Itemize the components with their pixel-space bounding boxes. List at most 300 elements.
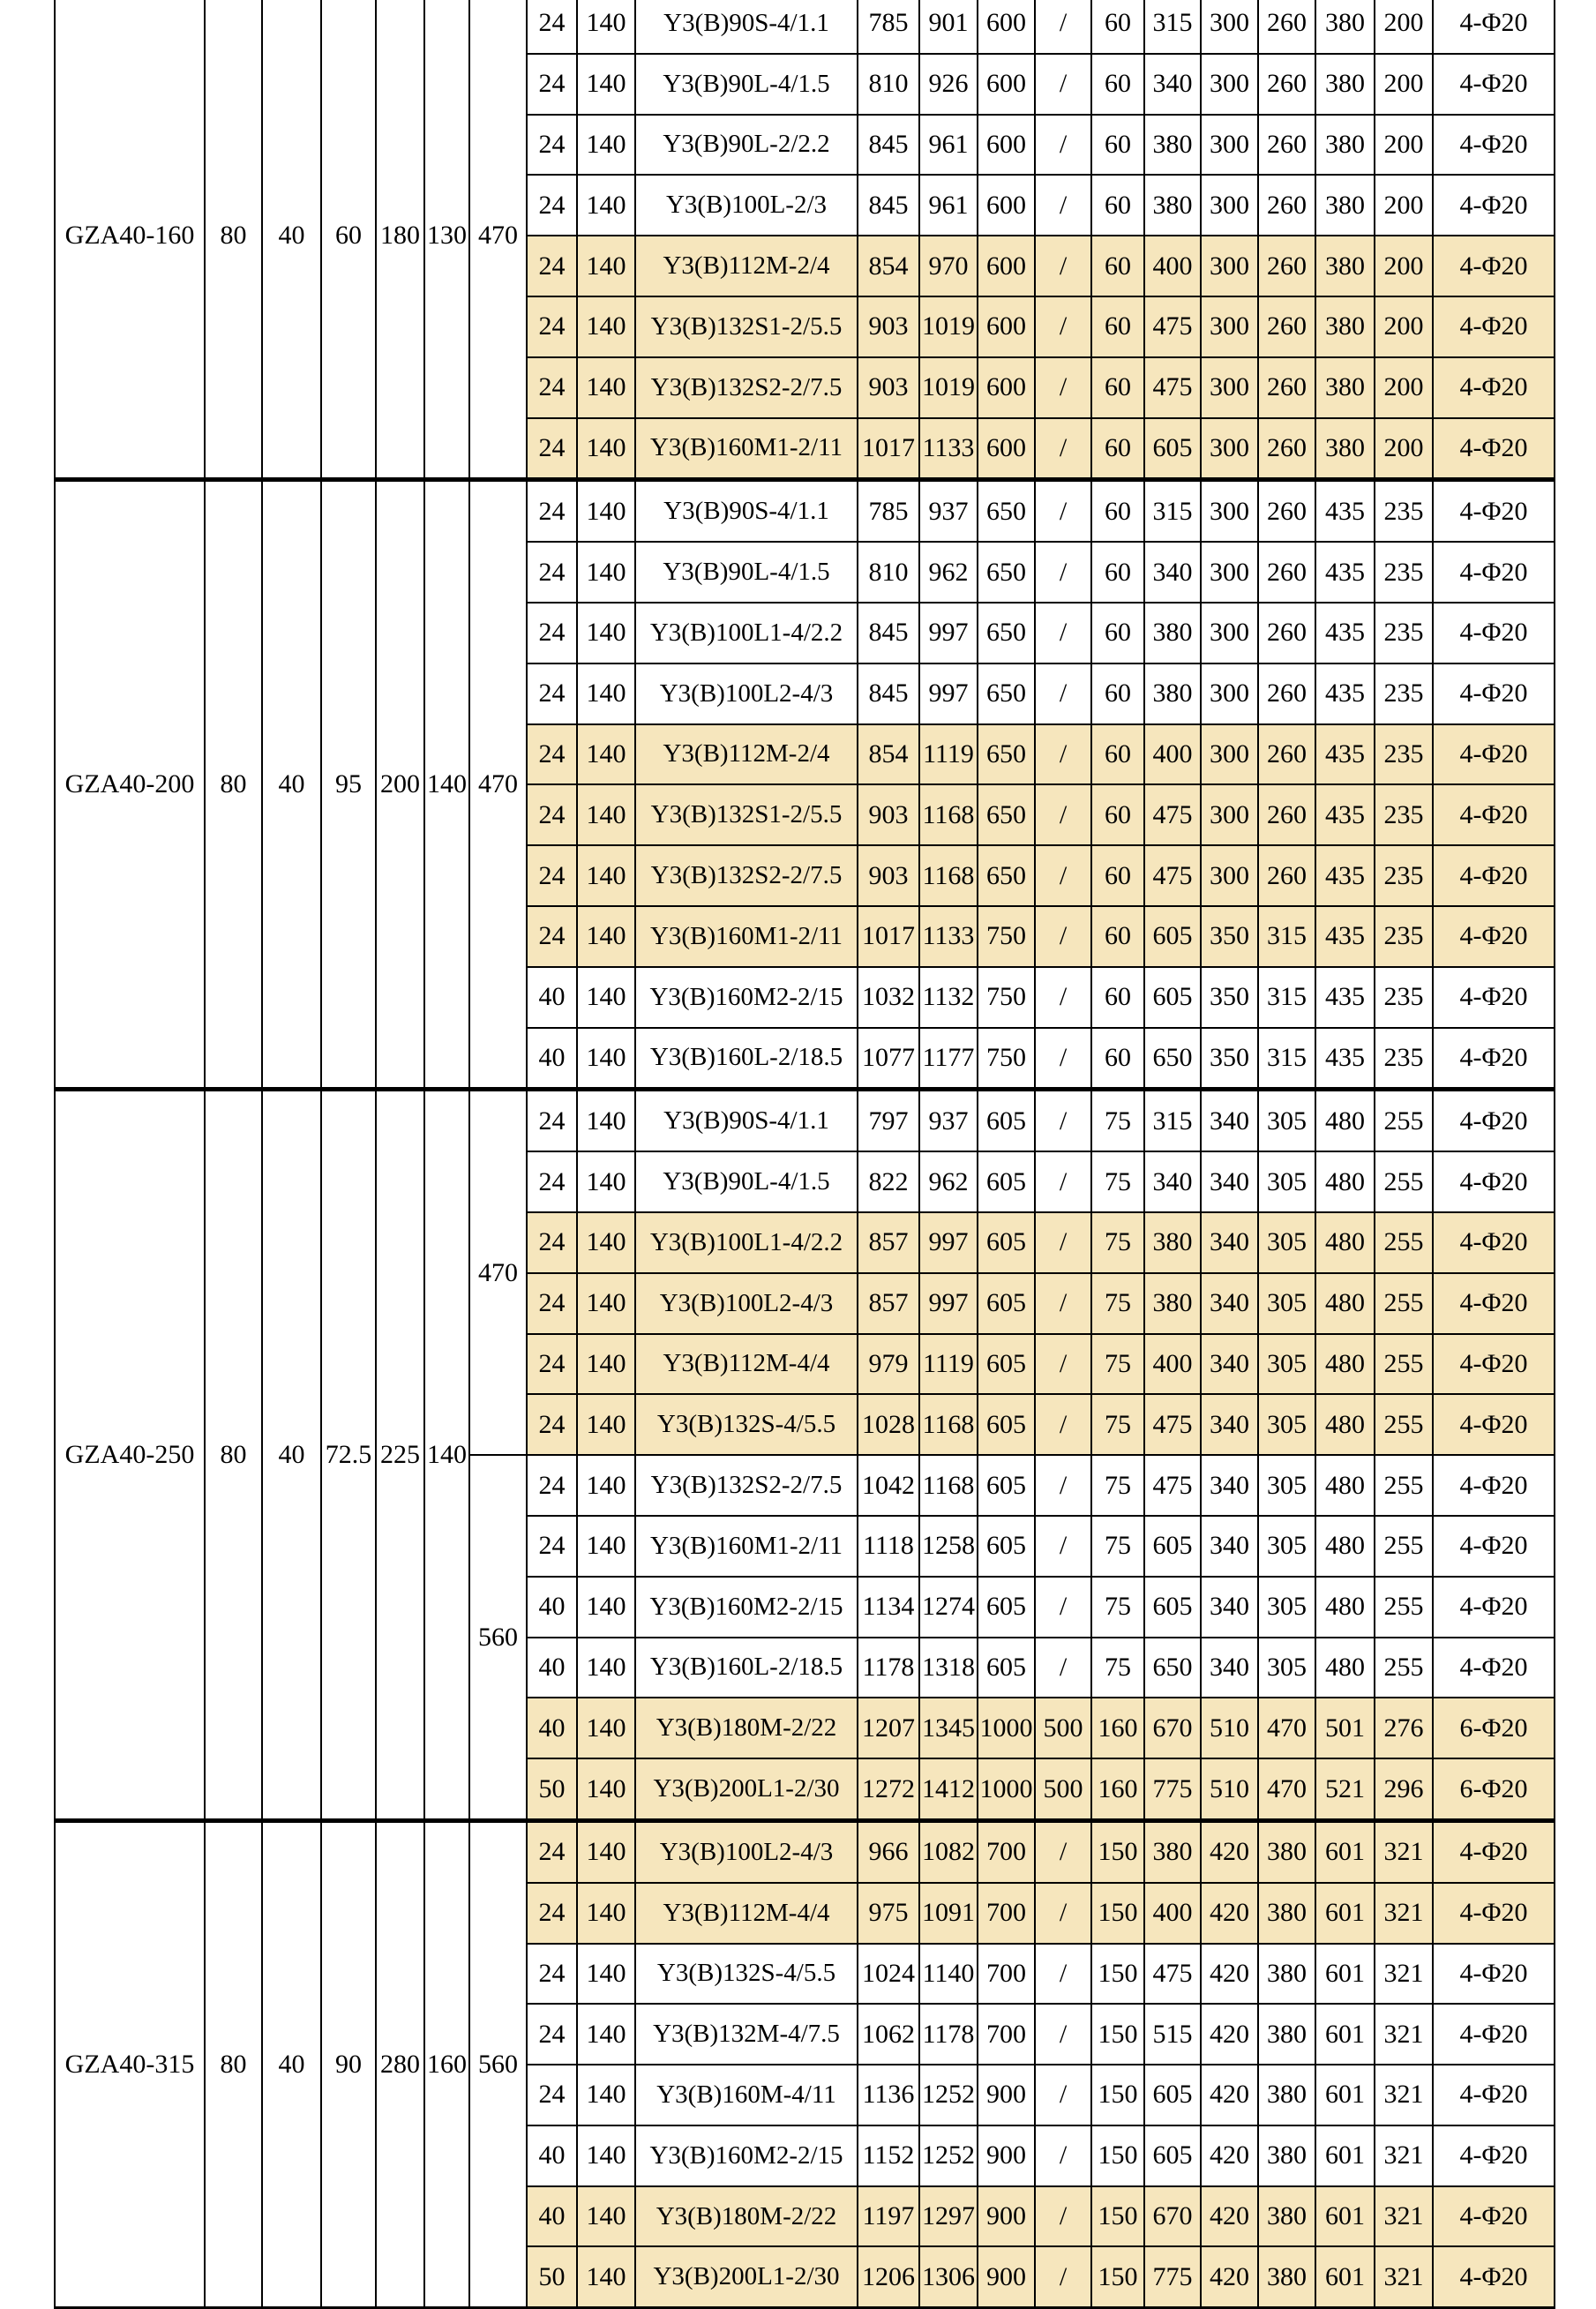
data-cell: / bbox=[1035, 2125, 1091, 2186]
data-cell: / bbox=[1035, 663, 1091, 724]
data-cell: 900 bbox=[978, 2186, 1035, 2247]
data-cell: 1091 bbox=[919, 1883, 978, 1944]
data-cell: 255 bbox=[1375, 1577, 1433, 1638]
data-cell: 321 bbox=[1375, 2246, 1433, 2307]
data-cell: 140 bbox=[577, 175, 635, 236]
data-cell: 305 bbox=[1258, 1273, 1315, 1334]
data-cell: 140 bbox=[577, 845, 635, 906]
data-cell: 420 bbox=[1201, 2246, 1258, 2307]
data-cell: / bbox=[1035, 1944, 1091, 2005]
data-cell: / bbox=[1035, 845, 1091, 906]
data-cell: 4-Φ20 bbox=[1433, 1273, 1555, 1334]
data-cell: 650 bbox=[978, 480, 1035, 542]
data-cell: 4-Φ20 bbox=[1433, 845, 1555, 906]
data-cell: 605 bbox=[1144, 967, 1201, 1028]
data-cell: 200 bbox=[1375, 175, 1433, 236]
data-cell: 605 bbox=[978, 1516, 1035, 1577]
data-cell: / bbox=[1035, 1820, 1091, 1882]
data-cell: 605 bbox=[1144, 1577, 1201, 1638]
data-cell: 601 bbox=[1315, 2004, 1375, 2065]
data-cell: 140 bbox=[577, 2186, 635, 2247]
data-cell: 60 bbox=[1091, 236, 1144, 296]
data-cell: 480 bbox=[1315, 1516, 1375, 1577]
data-cell: 4-Φ20 bbox=[1433, 2186, 1555, 2247]
data-cell: 475 bbox=[1144, 357, 1201, 418]
data-cell: 1062 bbox=[858, 2004, 919, 2065]
data-cell: 380 bbox=[1258, 1883, 1315, 1944]
data-cell: 24 bbox=[527, 175, 577, 236]
data-cell: 60 bbox=[1091, 480, 1144, 542]
data-cell: 601 bbox=[1315, 1820, 1375, 1882]
motor-model-cell: Y3(B)132S1-2/5.5 bbox=[635, 784, 858, 845]
table-row bbox=[55, 1820, 1555, 1882]
data-cell: 600 bbox=[978, 236, 1035, 296]
data-cell: 235 bbox=[1375, 845, 1433, 906]
data-cell: 300 bbox=[1201, 418, 1258, 480]
data-cell: 150 bbox=[1091, 1944, 1144, 2005]
data-cell: 24 bbox=[527, 784, 577, 845]
data-cell: 500 bbox=[1035, 1698, 1091, 1758]
data-cell: 650 bbox=[978, 663, 1035, 724]
data-cell: 1412 bbox=[919, 1758, 978, 1820]
data-cell: 1168 bbox=[919, 1455, 978, 1516]
data-cell: 200 bbox=[1375, 0, 1433, 54]
data-cell: 1318 bbox=[919, 1638, 978, 1698]
data-cell: 600 bbox=[978, 54, 1035, 115]
data-cell: 315 bbox=[1144, 1090, 1201, 1151]
motor-model-cell: Y3(B)112M-4/4 bbox=[635, 1334, 858, 1395]
data-cell: 300 bbox=[1201, 603, 1258, 663]
data-cell: 235 bbox=[1375, 480, 1433, 542]
data-cell: 997 bbox=[919, 603, 978, 663]
data-cell: 60 bbox=[1091, 542, 1144, 603]
data-cell: 4-Φ20 bbox=[1433, 542, 1555, 603]
data-cell: 435 bbox=[1315, 967, 1375, 1028]
data-cell: 340 bbox=[1201, 1334, 1258, 1395]
data-cell: 260 bbox=[1258, 480, 1315, 542]
data-cell: 24 bbox=[527, 906, 577, 967]
data-cell: 650 bbox=[1144, 1028, 1201, 1090]
motor-model-cell: Y3(B)160M1-2/11 bbox=[635, 906, 858, 967]
data-cell: 4-Φ20 bbox=[1433, 1090, 1555, 1151]
data-cell: 24 bbox=[527, 1090, 577, 1151]
data-cell: 810 bbox=[858, 54, 919, 115]
data-cell: 305 bbox=[1258, 1090, 1315, 1151]
motor-model-cell: Y3(B)100L2-4/3 bbox=[635, 1820, 858, 1882]
data-cell: 1168 bbox=[919, 784, 978, 845]
data-cell: 903 bbox=[858, 784, 919, 845]
data-cell: 321 bbox=[1375, 2004, 1433, 2065]
data-cell: 420 bbox=[1201, 2004, 1258, 2065]
data-cell: 605 bbox=[978, 1151, 1035, 1212]
data-cell: 1297 bbox=[919, 2186, 978, 2247]
data-cell: 140 bbox=[577, 603, 635, 663]
data-cell: 380 bbox=[1144, 1273, 1201, 1334]
data-cell: 60 bbox=[1091, 906, 1144, 967]
motor-model-cell: Y3(B)160M-4/11 bbox=[635, 2065, 858, 2125]
motor-model-cell: Y3(B)132M-4/7.5 bbox=[635, 2004, 858, 2065]
data-cell: 650 bbox=[978, 784, 1035, 845]
data-cell: 1345 bbox=[919, 1698, 978, 1758]
data-cell: 1132 bbox=[919, 967, 978, 1028]
data-cell: 140 bbox=[577, 1516, 635, 1577]
data-cell: 140 bbox=[577, 1883, 635, 1944]
data-cell: 435 bbox=[1315, 663, 1375, 724]
data-cell: 670 bbox=[1144, 2186, 1201, 2247]
data-cell: 1019 bbox=[919, 296, 978, 357]
data-cell: 650 bbox=[978, 724, 1035, 785]
data-cell: 321 bbox=[1375, 1820, 1433, 1882]
data-cell: / bbox=[1035, 175, 1091, 236]
data-cell: 60 bbox=[1091, 296, 1144, 357]
data-cell: 380 bbox=[1144, 1820, 1201, 1882]
data-cell: 235 bbox=[1375, 603, 1433, 663]
data-cell: 140 bbox=[577, 2065, 635, 2125]
spec-cell: 560 bbox=[469, 1455, 527, 1820]
data-cell: 1168 bbox=[919, 1394, 978, 1455]
data-cell: 937 bbox=[919, 1090, 978, 1151]
data-cell: 470 bbox=[1258, 1758, 1315, 1820]
data-cell: 900 bbox=[978, 2246, 1035, 2307]
motor-model-cell: Y3(B)112M-2/4 bbox=[635, 236, 858, 296]
data-cell: 60 bbox=[1091, 418, 1144, 480]
data-cell: 4-Φ20 bbox=[1433, 357, 1555, 418]
data-cell: 260 bbox=[1258, 54, 1315, 115]
data-cell: 435 bbox=[1315, 784, 1375, 845]
data-cell: 140 bbox=[577, 1820, 635, 1882]
data-cell: 480 bbox=[1315, 1334, 1375, 1395]
data-cell: 420 bbox=[1201, 2186, 1258, 2247]
data-cell: 900 bbox=[978, 2065, 1035, 2125]
data-cell: 966 bbox=[858, 1820, 919, 1882]
motor-model-cell: Y3(B)160M1-2/11 bbox=[635, 1516, 858, 1577]
data-cell: 605 bbox=[1144, 418, 1201, 480]
data-cell: 435 bbox=[1315, 845, 1375, 906]
spec-cell: 280 bbox=[376, 1820, 424, 2307]
motor-model-cell: Y3(B)160M2-2/15 bbox=[635, 2125, 858, 2186]
data-cell: 24 bbox=[527, 418, 577, 480]
data-cell: 300 bbox=[1201, 845, 1258, 906]
data-cell: 4-Φ20 bbox=[1433, 2065, 1555, 2125]
data-cell: 480 bbox=[1315, 1151, 1375, 1212]
data-cell: 1028 bbox=[858, 1394, 919, 1455]
model-cell: GZA40-200 bbox=[55, 480, 205, 1090]
data-cell: 601 bbox=[1315, 2246, 1375, 2307]
data-cell: 845 bbox=[858, 603, 919, 663]
data-cell: 903 bbox=[858, 845, 919, 906]
data-cell: 4-Φ20 bbox=[1433, 1334, 1555, 1395]
data-cell: 24 bbox=[527, 1516, 577, 1577]
data-cell: / bbox=[1035, 2246, 1091, 2307]
data-cell: 380 bbox=[1258, 2125, 1315, 2186]
data-cell: / bbox=[1035, 542, 1091, 603]
data-cell: 300 bbox=[1201, 236, 1258, 296]
data-cell: 140 bbox=[577, 1334, 635, 1395]
data-cell: 140 bbox=[577, 542, 635, 603]
data-cell: 854 bbox=[858, 724, 919, 785]
data-cell: 435 bbox=[1315, 603, 1375, 663]
data-cell: / bbox=[1035, 1883, 1091, 1944]
motor-model-cell: Y3(B)112M-4/4 bbox=[635, 1883, 858, 1944]
data-cell: 4-Φ20 bbox=[1433, 2125, 1555, 2186]
data-cell: 650 bbox=[1144, 1638, 1201, 1698]
data-cell: 255 bbox=[1375, 1151, 1433, 1212]
data-cell: 300 bbox=[1201, 54, 1258, 115]
data-cell: 340 bbox=[1201, 1090, 1258, 1151]
data-cell: 150 bbox=[1091, 1820, 1144, 1882]
data-cell: 4-Φ20 bbox=[1433, 1883, 1555, 1944]
data-cell: 480 bbox=[1315, 1455, 1375, 1516]
data-cell: 810 bbox=[858, 542, 919, 603]
data-cell: 1136 bbox=[858, 2065, 919, 2125]
data-cell: / bbox=[1035, 1273, 1091, 1334]
data-cell: 255 bbox=[1375, 1273, 1433, 1334]
data-cell: 979 bbox=[858, 1334, 919, 1395]
spec-cell: 72.5 bbox=[321, 1090, 376, 1821]
data-cell: 4-Φ20 bbox=[1433, 1638, 1555, 1698]
data-cell: 480 bbox=[1315, 1577, 1375, 1638]
data-cell: 140 bbox=[577, 2125, 635, 2186]
data-cell: 1042 bbox=[858, 1455, 919, 1516]
data-cell: 1207 bbox=[858, 1698, 919, 1758]
data-cell: 997 bbox=[919, 1273, 978, 1334]
data-cell: 305 bbox=[1258, 1212, 1315, 1273]
spec-cell: 60 bbox=[321, 0, 376, 480]
data-cell: 140 bbox=[577, 1944, 635, 2005]
motor-model-cell: Y3(B)90S-4/1.1 bbox=[635, 0, 858, 54]
data-cell: 4-Φ20 bbox=[1433, 724, 1555, 785]
data-cell: 435 bbox=[1315, 480, 1375, 542]
data-cell: 300 bbox=[1201, 784, 1258, 845]
data-cell: 140 bbox=[577, 236, 635, 296]
data-cell: 601 bbox=[1315, 1883, 1375, 1944]
data-cell: 305 bbox=[1258, 1151, 1315, 1212]
data-cell: 60 bbox=[1091, 115, 1144, 176]
data-cell: 200 bbox=[1375, 296, 1433, 357]
data-cell: 50 bbox=[527, 1758, 577, 1820]
data-cell: 260 bbox=[1258, 542, 1315, 603]
data-cell: 380 bbox=[1315, 115, 1375, 176]
data-cell: 380 bbox=[1315, 296, 1375, 357]
data-cell: 601 bbox=[1315, 2125, 1375, 2186]
data-cell: 255 bbox=[1375, 1212, 1433, 1273]
data-cell: 4-Φ20 bbox=[1433, 418, 1555, 480]
data-cell: 750 bbox=[978, 906, 1035, 967]
data-cell: 340 bbox=[1201, 1577, 1258, 1638]
spec-cell: 40 bbox=[262, 1820, 321, 2307]
data-cell: 961 bbox=[919, 175, 978, 236]
spec-cell: 140 bbox=[424, 1090, 469, 1821]
data-cell: 1019 bbox=[919, 357, 978, 418]
data-cell: 235 bbox=[1375, 784, 1433, 845]
data-cell: 435 bbox=[1315, 724, 1375, 785]
data-cell: 515 bbox=[1144, 2004, 1201, 2065]
motor-model-cell: Y3(B)100L1-4/2.2 bbox=[635, 603, 858, 663]
data-cell: 140 bbox=[577, 1577, 635, 1638]
data-cell: 160 bbox=[1091, 1758, 1144, 1820]
data-cell: 24 bbox=[527, 236, 577, 296]
data-cell: 255 bbox=[1375, 1516, 1433, 1577]
data-cell: 475 bbox=[1144, 1944, 1201, 2005]
data-cell: 970 bbox=[919, 236, 978, 296]
data-cell: 775 bbox=[1144, 2246, 1201, 2307]
data-cell: 300 bbox=[1201, 542, 1258, 603]
data-cell: / bbox=[1035, 1028, 1091, 1090]
data-cell: 4-Φ20 bbox=[1433, 0, 1555, 54]
data-cell: 4-Φ20 bbox=[1433, 1577, 1555, 1638]
data-cell: 340 bbox=[1144, 54, 1201, 115]
data-cell: 4-Φ20 bbox=[1433, 296, 1555, 357]
data-cell: 903 bbox=[858, 357, 919, 418]
data-cell: 854 bbox=[858, 236, 919, 296]
data-cell: 150 bbox=[1091, 1883, 1144, 1944]
data-cell: 380 bbox=[1258, 2246, 1315, 2307]
data-cell: 1274 bbox=[919, 1577, 978, 1638]
data-cell: 420 bbox=[1201, 1883, 1258, 1944]
data-cell: 350 bbox=[1201, 967, 1258, 1028]
data-cell: / bbox=[1035, 0, 1091, 54]
data-cell: 962 bbox=[919, 542, 978, 603]
data-cell: 1133 bbox=[919, 906, 978, 967]
data-cell: 797 bbox=[858, 1090, 919, 1151]
data-cell: 315 bbox=[1258, 1028, 1315, 1090]
spec-cell: 95 bbox=[321, 480, 376, 1090]
data-cell: 140 bbox=[577, 54, 635, 115]
motor-model-cell: Y3(B)160M1-2/11 bbox=[635, 418, 858, 480]
data-cell: 40 bbox=[527, 1638, 577, 1698]
data-cell: 605 bbox=[978, 1455, 1035, 1516]
data-cell: / bbox=[1035, 236, 1091, 296]
data-cell: 24 bbox=[527, 2065, 577, 2125]
data-cell: 605 bbox=[978, 1273, 1035, 1334]
spec-cell: 40 bbox=[262, 1090, 321, 1821]
data-cell: 150 bbox=[1091, 2246, 1144, 2307]
data-cell: 24 bbox=[527, 54, 577, 115]
data-cell: 340 bbox=[1201, 1273, 1258, 1334]
data-cell: 260 bbox=[1258, 724, 1315, 785]
data-cell: 305 bbox=[1258, 1577, 1315, 1638]
data-cell: 605 bbox=[978, 1577, 1035, 1638]
data-cell: 140 bbox=[577, 1028, 635, 1090]
data-cell: 400 bbox=[1144, 1883, 1201, 1944]
motor-model-cell: Y3(B)160M2-2/15 bbox=[635, 967, 858, 1028]
data-cell: 521 bbox=[1315, 1758, 1375, 1820]
motor-model-cell: Y3(B)160M2-2/15 bbox=[635, 1577, 858, 1638]
data-cell: 321 bbox=[1375, 2125, 1433, 2186]
motor-model-cell: Y3(B)132S1-2/5.5 bbox=[635, 296, 858, 357]
data-cell: 321 bbox=[1375, 2065, 1433, 2125]
data-cell: 300 bbox=[1201, 357, 1258, 418]
data-cell: 255 bbox=[1375, 1394, 1433, 1455]
data-cell: 901 bbox=[919, 0, 978, 54]
spec-cell: 160 bbox=[424, 1820, 469, 2307]
data-cell: / bbox=[1035, 1638, 1091, 1698]
model-cell: GZA40-315 bbox=[55, 1820, 205, 2307]
data-cell: 600 bbox=[978, 296, 1035, 357]
data-cell: 4-Φ20 bbox=[1433, 1394, 1555, 1455]
data-cell: 315 bbox=[1258, 906, 1315, 967]
data-cell: 501 bbox=[1315, 1698, 1375, 1758]
motor-model-cell: Y3(B)132S-4/5.5 bbox=[635, 1944, 858, 2005]
data-cell: 340 bbox=[1144, 1151, 1201, 1212]
data-cell: 60 bbox=[1091, 603, 1144, 663]
data-cell: 255 bbox=[1375, 1638, 1433, 1698]
data-cell: / bbox=[1035, 1334, 1091, 1395]
data-cell: / bbox=[1035, 480, 1091, 542]
data-cell: 260 bbox=[1258, 236, 1315, 296]
data-cell: / bbox=[1035, 906, 1091, 967]
data-cell: 140 bbox=[577, 2004, 635, 2065]
data-cell: 260 bbox=[1258, 175, 1315, 236]
data-cell: 140 bbox=[577, 1394, 635, 1455]
data-cell: 600 bbox=[978, 357, 1035, 418]
data-cell: 75 bbox=[1091, 1090, 1144, 1151]
data-cell: 380 bbox=[1315, 418, 1375, 480]
data-cell: 24 bbox=[527, 663, 577, 724]
spec-cell: 470 bbox=[469, 1090, 527, 1455]
data-cell: 650 bbox=[978, 845, 1035, 906]
data-cell: 300 bbox=[1201, 480, 1258, 542]
data-cell: 1032 bbox=[858, 967, 919, 1028]
data-cell: 380 bbox=[1144, 663, 1201, 724]
data-cell: 4-Φ20 bbox=[1433, 2246, 1555, 2307]
data-cell: 40 bbox=[527, 1698, 577, 1758]
data-cell: 60 bbox=[1091, 845, 1144, 906]
data-cell: 24 bbox=[527, 1944, 577, 2005]
data-cell: 75 bbox=[1091, 1577, 1144, 1638]
data-cell: 140 bbox=[577, 0, 635, 54]
data-cell: 600 bbox=[978, 418, 1035, 480]
data-cell: 340 bbox=[1201, 1212, 1258, 1273]
model-cell: GZA40-160 bbox=[55, 0, 205, 480]
data-cell: 700 bbox=[978, 2004, 1035, 2065]
data-cell: 200 bbox=[1375, 236, 1433, 296]
spec-cell: 130 bbox=[424, 0, 469, 480]
spec-table-body bbox=[55, 0, 1555, 2308]
motor-model-cell: Y3(B)90L-4/1.5 bbox=[635, 1151, 858, 1212]
data-cell: 1077 bbox=[858, 1028, 919, 1090]
data-cell: 140 bbox=[577, 480, 635, 542]
data-cell: 75 bbox=[1091, 1516, 1144, 1577]
data-cell: 1133 bbox=[919, 418, 978, 480]
spec-cell: 560 bbox=[469, 1820, 527, 2307]
data-cell: 845 bbox=[858, 175, 919, 236]
motor-model-cell: Y3(B)200L1-2/30 bbox=[635, 2246, 858, 2307]
data-cell: 260 bbox=[1258, 296, 1315, 357]
data-cell: 605 bbox=[978, 1394, 1035, 1455]
data-cell: / bbox=[1035, 603, 1091, 663]
data-cell: 475 bbox=[1144, 1394, 1201, 1455]
data-cell: 670 bbox=[1144, 1698, 1201, 1758]
data-cell: 24 bbox=[527, 1883, 577, 1944]
data-cell: 235 bbox=[1375, 724, 1433, 785]
data-cell: 845 bbox=[858, 115, 919, 176]
data-cell: 775 bbox=[1144, 1758, 1201, 1820]
data-cell: 903 bbox=[858, 296, 919, 357]
spec-cell: 80 bbox=[205, 0, 262, 480]
spec-cell: 90 bbox=[321, 1820, 376, 2307]
data-cell: 1119 bbox=[919, 724, 978, 785]
spec-table bbox=[54, 0, 1555, 2309]
data-cell: 140 bbox=[577, 1273, 635, 1334]
data-cell: 1140 bbox=[919, 1944, 978, 2005]
data-cell: 1197 bbox=[858, 2186, 919, 2247]
data-cell: 340 bbox=[1201, 1455, 1258, 1516]
data-cell: 480 bbox=[1315, 1273, 1375, 1334]
data-cell: 500 bbox=[1035, 1758, 1091, 1820]
data-cell: 480 bbox=[1315, 1638, 1375, 1698]
data-cell: 845 bbox=[858, 663, 919, 724]
